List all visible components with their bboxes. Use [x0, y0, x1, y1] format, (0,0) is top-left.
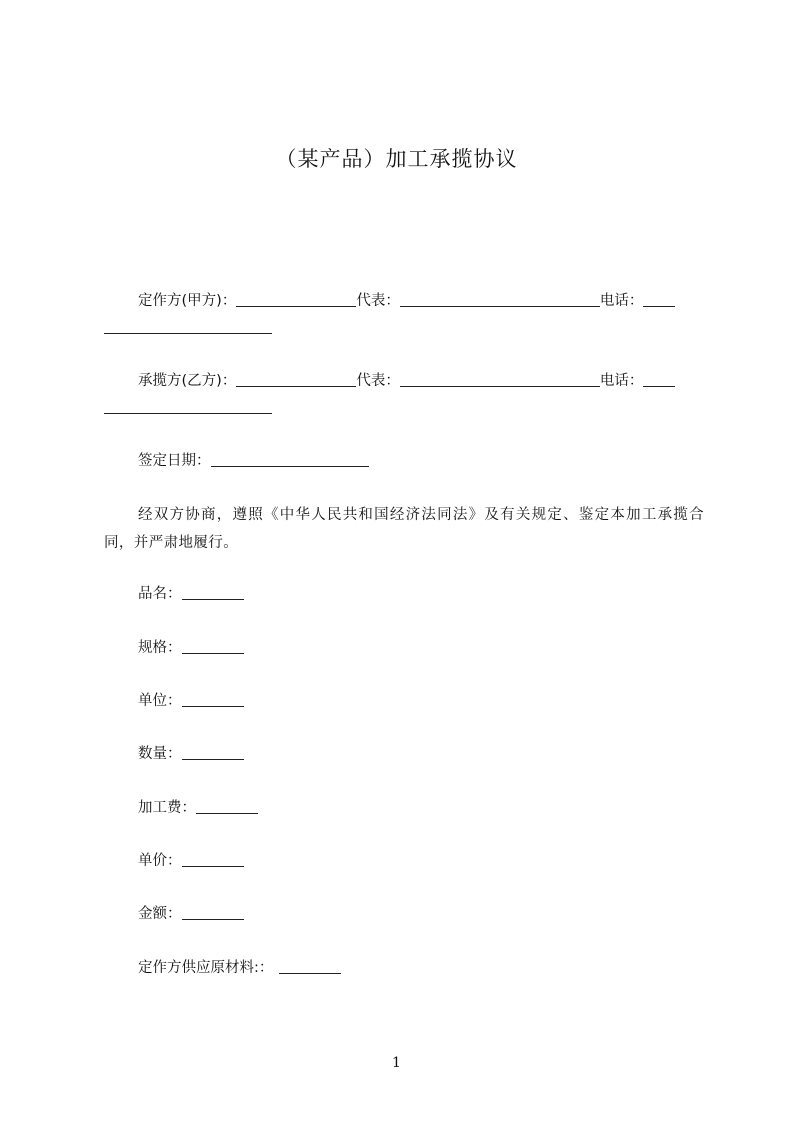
party-a-name-field[interactable]: [236, 290, 356, 307]
field-unit: [138, 688, 244, 714]
sign-date-field[interactable]: [211, 450, 369, 467]
party-b-rep-label: 代表：: [356, 373, 400, 389]
sign-date-label: 签定日期：: [138, 453, 211, 469]
page-number: 1: [392, 1055, 401, 1071]
party-b-rep-field[interactable]: [400, 370, 600, 387]
party-a-phone-field[interactable]: [643, 290, 675, 307]
party-b-phone-field[interactable]: [643, 370, 675, 387]
party-b-name-field[interactable]: [236, 370, 356, 387]
unit-label: 单位：: [138, 693, 182, 709]
processing-fee-label: 加工费：: [138, 800, 196, 816]
sign-date-line: [138, 448, 369, 474]
party-a-rep-label: 代表：: [356, 293, 400, 309]
raw-material-input[interactable]: [279, 957, 341, 974]
field-unit-price: [138, 848, 244, 874]
quantity-label: 数量：: [138, 746, 182, 762]
processing-fee-input[interactable]: [196, 797, 258, 814]
document-title: （某产品）加工承揽协议: [275, 147, 518, 171]
quantity-input[interactable]: [182, 743, 244, 760]
party-b-line: [138, 368, 675, 394]
field-quantity: [138, 741, 244, 767]
party-a-label: 定作方(甲方)：: [138, 293, 237, 309]
raw-material-label: 定作方供应原材料:：: [138, 960, 274, 976]
field-spec: [138, 635, 244, 661]
party-b-label: 承揽方(乙方)：: [138, 373, 237, 389]
unit-price-input[interactable]: [182, 850, 244, 867]
intro-paragraph: 经双方协商，遵照《中华人民共和国经济法同法》及有关规定、鉴定本加工承揽合同，并严肃地履行。: [104, 507, 704, 551]
product-name-label: 品名：: [138, 586, 182, 602]
party-a-phone-label: 电话：: [599, 293, 644, 309]
party-a-phone-field-continued[interactable]: [104, 333, 272, 334]
unit-price-label: 单价：: [138, 853, 182, 869]
spec-label: 规格：: [138, 640, 182, 656]
party-a-rep-field[interactable]: [400, 290, 600, 307]
field-product-name: [138, 581, 244, 607]
product-name-input[interactable]: [182, 583, 244, 600]
party-a-line: [138, 288, 675, 314]
spec-input[interactable]: [182, 637, 244, 654]
field-processing-fee: [138, 795, 258, 821]
amount-input[interactable]: [182, 903, 244, 920]
party-b-phone-label: 电话：: [599, 373, 644, 389]
party-b-phone-field-continued[interactable]: [104, 413, 272, 414]
field-raw-material: [138, 955, 341, 981]
field-amount: [138, 901, 244, 927]
amount-label: 金额：: [138, 906, 182, 922]
unit-input[interactable]: [182, 690, 244, 707]
